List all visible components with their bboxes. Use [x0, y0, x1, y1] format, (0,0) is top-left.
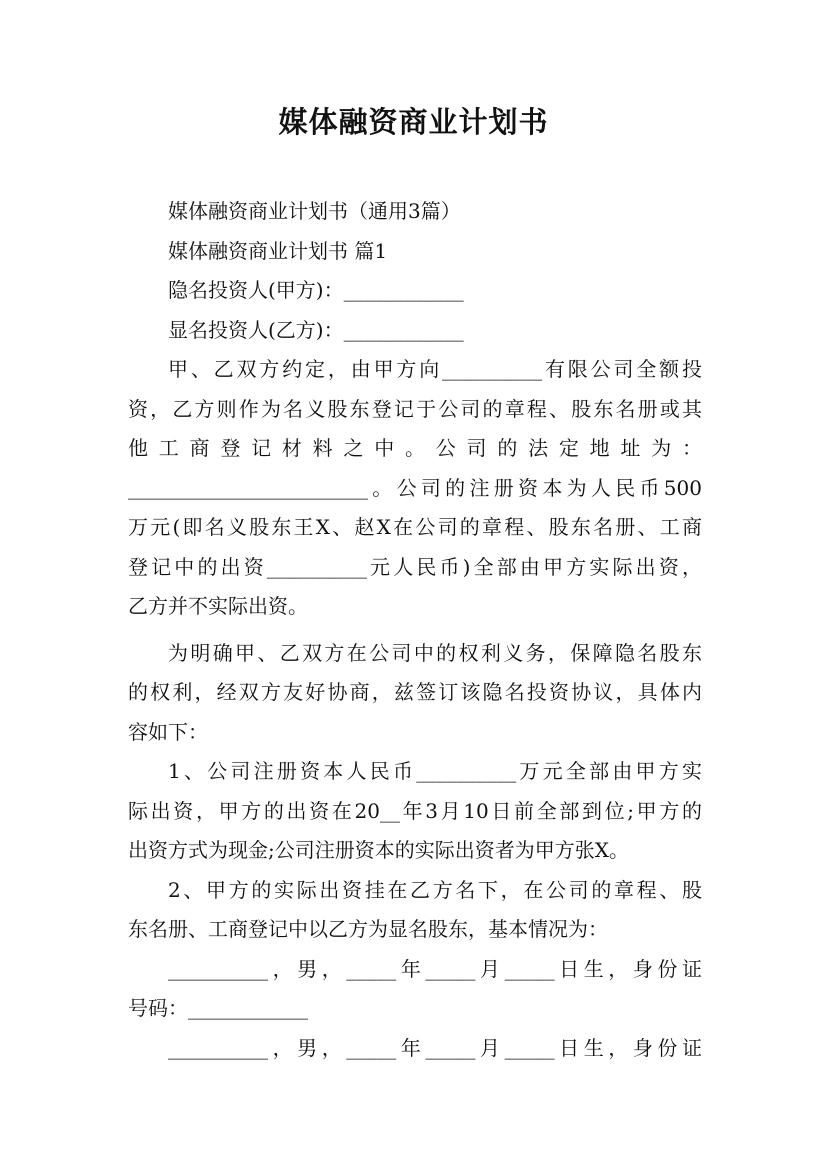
text-line: 的权利，经双方友好协商，兹签订该隐名投资协议，具体内 [128, 680, 702, 704]
text-line: 他 工 商 登 记 材 料 之 中 。 公 司 的 法 定 地 址 为 ： [128, 436, 702, 460]
text-line: 际出资，甲方的出资在20__年3月10日前全部到位;甲方的 [128, 798, 702, 823]
text-line: __________，男，_____年_____月_____日生，身份证 [168, 956, 702, 981]
text-line: 容如下： [128, 719, 208, 744]
paragraph-clause-1 [128, 752, 702, 871]
paragraph-clause-2 [128, 871, 702, 950]
document-body [128, 192, 702, 1068]
paragraph-subtitle: 媒体融资商业计划书（通用3篇） [168, 199, 461, 223]
paragraph-agreement [128, 350, 702, 627]
text-line: 资，乙方则作为名义股东登记于公司的章程、股东名册或其 [128, 396, 702, 421]
text-line: 出资方式为现金;公司注册资本的实际出资者为甲方张X。 [128, 838, 629, 862]
paragraph-party-b: 显名投资人(乙方)：____________ [168, 317, 464, 342]
text-line: 2、甲方的实际出资挂在乙方名下，在公司的章程、股 [168, 877, 702, 902]
paragraph-section-heading: 媒体融资商业计划书 篇1 [168, 238, 388, 263]
text-line: 1、公司注册资本人民币__________万元全部由甲方实 [168, 759, 702, 783]
text-line: 甲、乙双方约定，由甲方向__________有限公司全额投 [168, 357, 702, 381]
paragraph-person-2 [128, 1029, 702, 1069]
text-line: 东名册、工商登记中以乙方为显名股东，基本情况为： [128, 917, 608, 941]
text-line: __________，男，_____年_____月_____日生，身份证 [168, 1035, 702, 1060]
text-line: 号码：____________ [128, 996, 308, 1020]
paragraph-party-a: 隐名投资人(甲方)：____________ [168, 278, 464, 302]
paragraph-person-1 [128, 950, 702, 1029]
text-line: 万元(即名义股东王X、赵X在公司的章程、股东名册、工商 [128, 515, 702, 539]
text-line: 为明确甲、乙双方在公司中的权利义务，保障隐名股东 [168, 640, 702, 665]
document-title: 媒体融资商业计划书 [278, 105, 549, 139]
paragraph-purpose [128, 634, 702, 753]
text-line: ________________________。公司的注册资本为人民币500 [128, 475, 702, 500]
text-line: 乙方并不实际出资。 [128, 594, 308, 618]
text-line: 登记中的出资__________元人民币)全部由甲方实际出资， [128, 554, 702, 579]
